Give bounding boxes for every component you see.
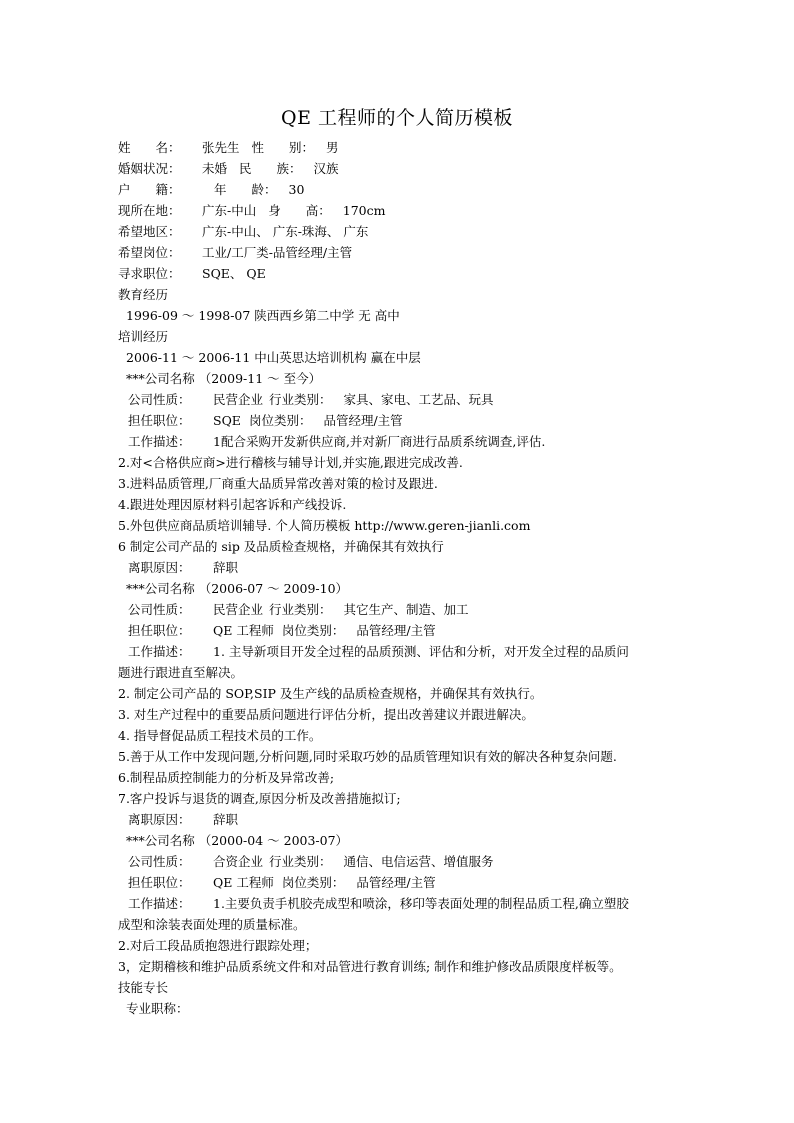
training-entry: 2006-11 ～ 2006-11 中山英思达培训机构 赢在中层 xyxy=(126,350,421,365)
job2-leave-label: 离职原因： xyxy=(128,812,191,827)
seeking-value: SQE、 QE xyxy=(202,266,266,281)
desired-region-label: 希望地区： xyxy=(118,224,181,239)
job1-desc-line: 2.对<合格供应商>进行稽核与辅导计划,并实施,跟进完成改善. xyxy=(118,455,463,470)
job2-desc-line: 题进行跟进直至解决。 xyxy=(118,665,244,680)
basic-row-hukou xyxy=(118,180,688,200)
height-label: 身 高： xyxy=(268,203,331,218)
education-heading: 教育经历 xyxy=(118,287,169,302)
location-value: 广东-中山 xyxy=(202,203,257,218)
basic-row-name xyxy=(118,138,688,158)
job2-post-value: QE 工程师 xyxy=(213,623,274,638)
skills-heading: 技能专长 xyxy=(118,980,169,995)
job2-company: ***公司名称 （2006-07 ～ 2009-10） xyxy=(126,581,349,596)
job2-post-cat-value: 品管经理/主管 xyxy=(356,623,436,638)
hukou-label: 户 籍： xyxy=(118,182,181,197)
job2-desc-line: 1. 主导新项目开发全过程的品质预测、评估和分析，对开发全过程的品质问 xyxy=(213,644,629,659)
job2-desc-line: 7.客户投诉与退货的调查,原因分析及改善措施拟订; xyxy=(118,791,401,806)
job1-post-label: 担任职位： xyxy=(128,413,191,428)
job2-nature-value: 民营企业 xyxy=(213,602,264,617)
seeking-label: 寻求职位： xyxy=(118,266,181,281)
gender-label: 性 别： xyxy=(251,140,315,155)
marital-value: 未婚 xyxy=(202,161,228,176)
job1-desc-line: 6 制定公司产品的 sip 及品质检查规格，并确保其有效执行 xyxy=(118,539,444,554)
job2-desc-line: 4. 指导督促品质工程技术员的工作。 xyxy=(118,728,322,743)
ethnicity-label: 民 族： xyxy=(239,161,302,176)
job3-nature-value: 合资企业 xyxy=(213,854,264,869)
job2-desc-line: 6.制程品质控制能力的分析及异常改善; xyxy=(118,770,335,785)
job2-nature-row xyxy=(128,600,698,620)
job3-nature-row xyxy=(128,852,698,872)
job1-nature-label: 公司性质： xyxy=(128,392,191,407)
name-value: 张先生 xyxy=(202,140,240,155)
job2-post-label: 担任职位： xyxy=(128,623,191,638)
education-entry: 1996-09 ～ 1998-07 陕西西乡第二中学 无 高中 xyxy=(126,308,400,323)
job1-desc-row xyxy=(128,432,698,452)
basic-row-desired-post xyxy=(118,243,688,263)
basic-row-desired-region xyxy=(118,222,688,242)
desired-post-value: 工业/工厂类-品管经理/主管 xyxy=(202,245,353,260)
height-value: 170cm xyxy=(342,203,386,218)
name-label: 姓 名： xyxy=(118,140,181,155)
age-value: 30 xyxy=(288,182,305,197)
desired-post-label: 希望岗位： xyxy=(118,245,181,260)
document-title: QE 工程师的个人简历模板 xyxy=(281,107,513,129)
skills-title-label: 专业职称： xyxy=(126,1001,189,1016)
ethnicity-value: 汉族 xyxy=(313,161,339,176)
job2-desc-line: 2. 制定公司产品的 SOP,SIP 及生产线的品质检查规格，并确保其有效执行。 xyxy=(118,686,543,701)
job1-nature-row xyxy=(128,390,698,410)
job3-industry-value: 通信、电信运营、增值服务 xyxy=(343,854,494,869)
job3-desc-line: 2.对后工段品质抱怨进行跟踪处理； xyxy=(118,938,318,953)
basic-row-location xyxy=(118,201,688,221)
job2-industry-label: 行业类别： xyxy=(269,602,332,617)
job2-nature-label: 公司性质： xyxy=(128,602,191,617)
job1-desc-line: 4.跟进处理因原材料引起客诉和产线投诉. xyxy=(118,497,347,512)
job2-industry-value: 其它生产、制造、加工 xyxy=(343,602,469,617)
job3-post-cat-label: 岗位类别： xyxy=(281,875,345,890)
job1-post-cat-value: 品管经理/主管 xyxy=(323,413,403,428)
job3-desc-line: 3，定期稽核和维护品质系统文件和对品管进行教育训练; 制作和维护修改品质限度样板等。 xyxy=(118,959,622,974)
job1-industry-label: 行业类别： xyxy=(269,392,332,407)
job2-desc-line: 3. 对生产过程中的重要品质问题进行评估分析，提出改善建议并跟进解决。 xyxy=(118,707,534,722)
job2-post-row xyxy=(128,621,698,641)
job1-company: ***公司名称 （2009-11 ～ 至今） xyxy=(126,371,322,386)
basic-row-seeking xyxy=(118,264,688,284)
job2-desc-row xyxy=(128,642,698,662)
job1-leave-label: 离职原因： xyxy=(128,560,191,575)
job1-desc-line: 5.外包供应商品质培训辅导. 个人简历模板 http://www.geren-jianli.com xyxy=(118,518,531,533)
job2-desc-label: 工作描述： xyxy=(128,644,191,659)
job3-post-row xyxy=(128,873,698,893)
job1-post-cat-label: 岗位类别： xyxy=(248,413,312,428)
job3-post-cat-value: 品管经理/主管 xyxy=(356,875,436,890)
gender-value: 男 xyxy=(326,140,339,155)
job1-nature-value: 民营企业 xyxy=(213,392,264,407)
job3-company: ***公司名称 （2000-04 ～ 2003-07） xyxy=(126,833,349,848)
job1-desc-line: 1配合采购开发新供应商,并对新厂商进行品质系统调查,评估. xyxy=(213,434,546,449)
job3-industry-label: 行业类别： xyxy=(269,854,332,869)
job1-desc-label: 工作描述： xyxy=(128,434,191,449)
age-label: 年 龄： xyxy=(214,182,277,197)
marital-label: 婚姻状况： xyxy=(118,161,181,176)
job2-leave-value: 辞职 xyxy=(213,812,239,827)
job3-desc-row xyxy=(128,894,698,914)
job3-nature-label: 公司性质： xyxy=(128,854,191,869)
desired-region-value: 广东-中山、 广东-珠海、 广东 xyxy=(202,224,369,239)
job1-post-value: SQE xyxy=(213,413,241,428)
job1-industry-value: 家具、家电、工艺品、玩具 xyxy=(343,392,494,407)
job2-desc-line: 5.善于从工作中发现问题,分析问题,同时采取巧妙的品质管理知识有效的解决各种复杂问题. xyxy=(118,749,617,764)
location-label: 现所在地： xyxy=(118,203,181,218)
job3-desc-label: 工作描述： xyxy=(128,896,191,911)
job3-desc-line: 1.主要负责手机胶壳成型和喷涂，移印等表面处理的制程品质工程,确立塑胶 xyxy=(213,896,629,911)
job2-leave-row xyxy=(128,810,698,830)
job1-desc-line: 3.进料品质管理,厂商重大品质异常改善对策的检讨及跟进. xyxy=(118,476,438,491)
job1-leave-row xyxy=(128,558,698,578)
job1-post-row xyxy=(128,411,698,431)
job3-post-label: 担任职位： xyxy=(128,875,191,890)
job3-desc-line: 成型和涂装表面处理的质量标准。 xyxy=(118,917,306,932)
job2-post-cat-label: 岗位类别： xyxy=(281,623,345,638)
training-heading: 培训经历 xyxy=(118,329,169,344)
basic-row-marital xyxy=(118,159,688,179)
job1-leave-value: 辞职 xyxy=(213,560,239,575)
job3-post-value: QE 工程师 xyxy=(213,875,274,890)
